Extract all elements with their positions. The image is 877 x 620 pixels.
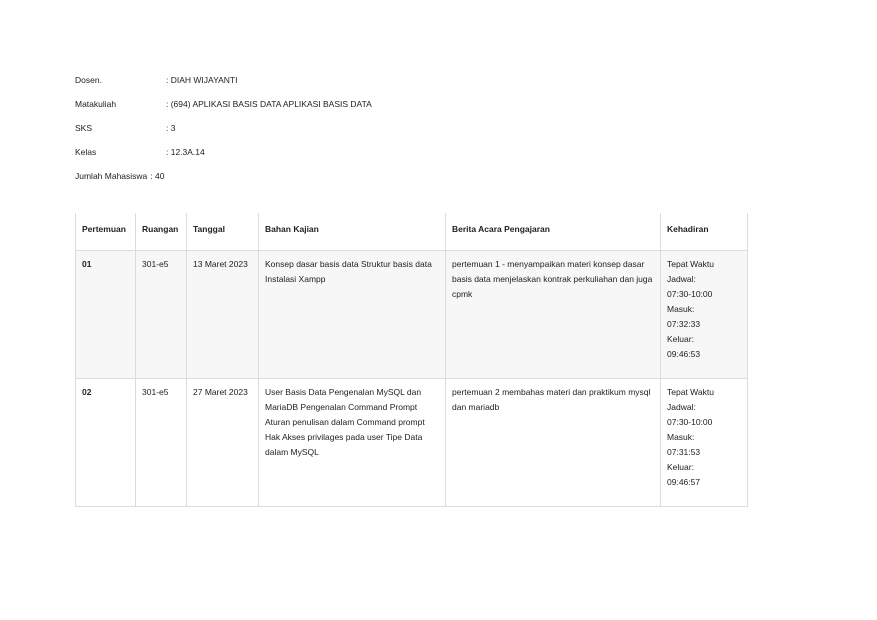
cell-tanggal: 13 Maret 2023 xyxy=(187,250,259,378)
table-row xyxy=(76,378,748,506)
cell-bahan-kajian: Konsep dasar basis data Struktur basis data Instalasi Xampp xyxy=(259,250,446,378)
matakuliah-label: Matakuliah xyxy=(75,99,117,109)
kehadiran-status: Tepat Waktu xyxy=(667,258,714,269)
header-berita-acara: Berita Acara Pengajaran xyxy=(446,213,661,250)
dosen-label: Dosen. xyxy=(75,75,102,85)
cell-berita-acara: pertemuan 2 membahas materi dan praktikum mysql dan mariadb xyxy=(446,378,661,506)
kehadiran-jadwal: 07:30-10:00 xyxy=(667,288,713,299)
cell-pertemuan: 01 xyxy=(76,250,136,378)
table-row xyxy=(76,250,748,378)
cell-ruangan: 301-e5 xyxy=(136,378,187,506)
kehadiran-keluar: 09:46:53 xyxy=(667,348,701,359)
kehadiran-jadwal-label: Jadwal: xyxy=(667,273,696,284)
info-row-kelas xyxy=(75,146,372,170)
attendance-table xyxy=(75,213,748,507)
kehadiran-keluar-label: Keluar: xyxy=(667,333,694,344)
table-header-row xyxy=(76,213,748,250)
jumlah-label: Jumlah Mahasiswa xyxy=(75,171,148,181)
header-kehadiran: Kehadiran xyxy=(661,213,748,250)
kehadiran-masuk: 07:32:33 xyxy=(667,318,701,329)
kehadiran-status: Tepat Waktu xyxy=(667,386,714,397)
cell-kehadiran xyxy=(661,250,748,378)
kehadiran-jadwal-label: Jadwal: xyxy=(667,401,696,412)
info-row-dosen xyxy=(75,74,372,98)
kehadiran-jadwal: 07:30-10:00 xyxy=(667,416,713,427)
dosen-value: : DIAH WIJAYANTI xyxy=(166,75,238,85)
kehadiran-masuk-label: Masuk: xyxy=(667,303,695,314)
cell-tanggal: 27 Maret 2023 xyxy=(187,378,259,506)
header-bahan-kajian: Bahan Kajian xyxy=(259,213,446,250)
cell-ruangan: 301-e5 xyxy=(136,250,187,378)
cell-pertemuan: 02 xyxy=(76,378,136,506)
cell-berita-acara: pertemuan 1 - menyampaikan materi konsep dasar basis data menjelaskan kontrak perkuliahan dan juga cpmk xyxy=(446,250,661,378)
cell-bahan-kajian: User Basis Data Pengenalan MySQL dan MariaDB Pengenalan Command Prompt Aturan penulisan dalam Command prompt Hak Akses privilages pada user Tipe Data dalam MySQL xyxy=(259,378,446,506)
header-pertemuan: Pertemuan xyxy=(76,213,136,250)
cell-kehadiran xyxy=(661,378,748,506)
kehadiran-masuk-label: Masuk: xyxy=(667,431,695,442)
info-row-sks xyxy=(75,122,372,146)
kelas-label: Kelas xyxy=(75,147,97,157)
kehadiran-keluar-label: Keluar: xyxy=(667,461,694,472)
matakuliah-value: : (694) APLIKASI BASIS DATA APLIKASI BASIS DATA xyxy=(166,99,372,109)
kelas-value: : 12.3A.14 xyxy=(166,147,205,157)
header-tanggal: Tanggal xyxy=(187,213,259,250)
sks-label: SKS xyxy=(75,123,93,133)
course-info xyxy=(75,74,372,194)
info-row-jumlah xyxy=(75,170,372,194)
kehadiran-masuk: 07:31:53 xyxy=(667,446,701,457)
kehadiran-keluar: 09:46:57 xyxy=(667,476,701,487)
header-ruangan: Ruangan xyxy=(136,213,187,250)
sks-value: : 3 xyxy=(166,123,176,133)
jumlah-value: : 40 xyxy=(150,171,165,181)
info-row-matakuliah xyxy=(75,98,372,122)
